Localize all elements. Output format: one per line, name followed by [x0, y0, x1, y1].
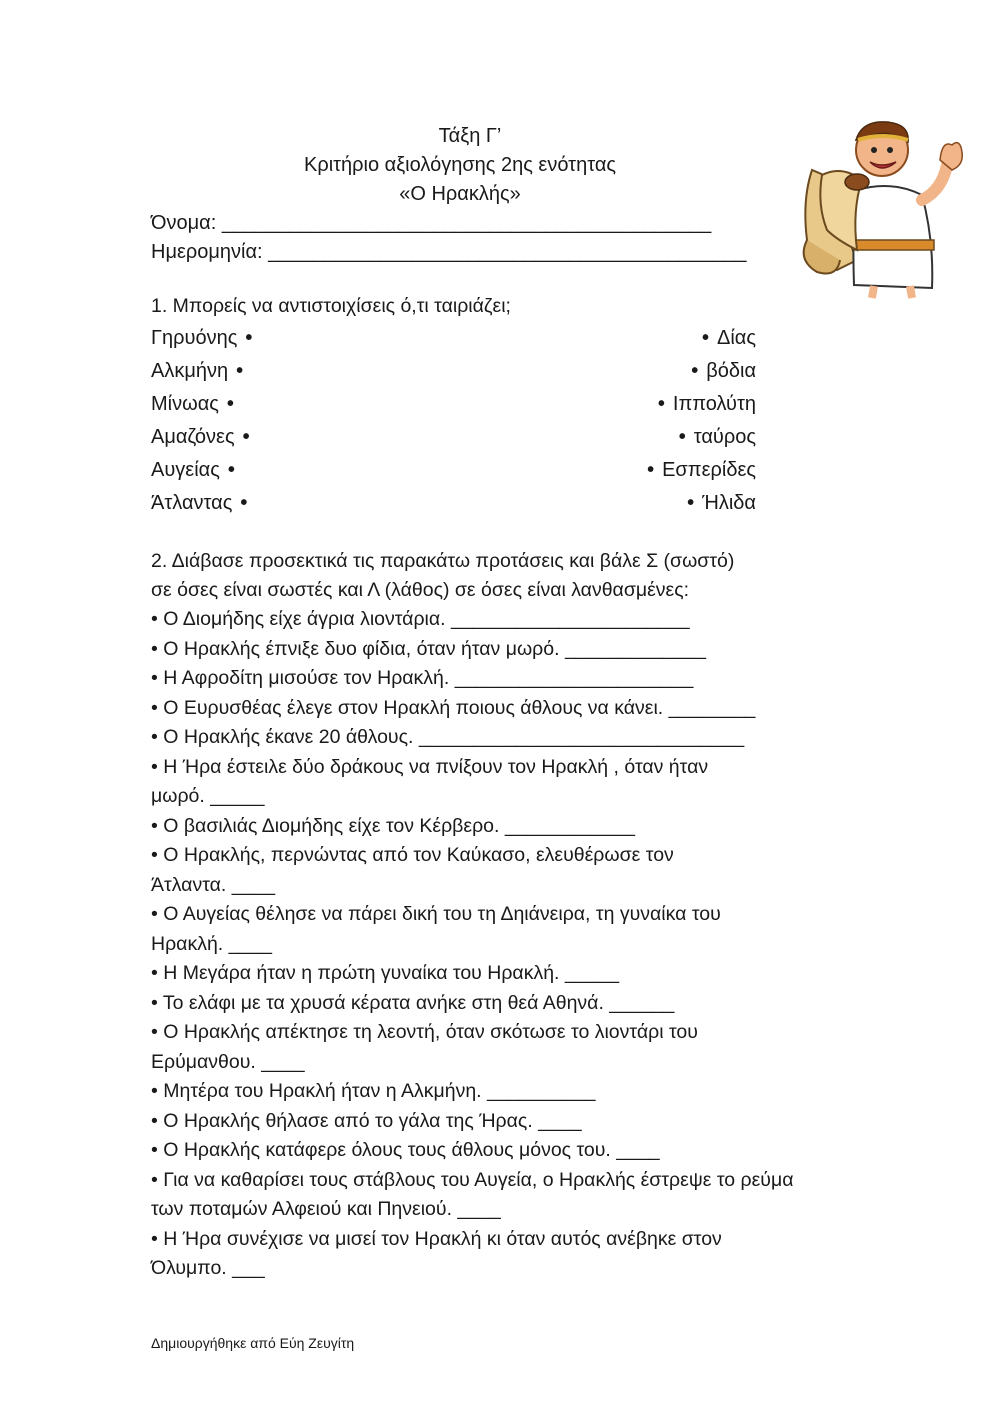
match-right-label: Δίας — [716, 327, 756, 349]
statement-line[interactable]: • Ο Ηρακλής κατάφερε όλους τους άθλους μόνος του. ____ — [151, 1139, 660, 1161]
match-left-label: Αμαζόνες — [151, 426, 235, 448]
match-right-item[interactable] — [647, 459, 756, 482]
match-left-label: Αυγείας — [151, 459, 220, 481]
match-right-label: Ήλιδα — [702, 492, 756, 514]
match-right-item[interactable] — [658, 393, 756, 416]
statement-line[interactable]: • Η Ήρα έστειλε δύο δράκους να πνίξουν τον Ηρακλή , όταν ήταν — [151, 755, 709, 778]
statement-line[interactable]: • Ο Ηρακλής θήλασε από το γάλα της Ήρας. ____ — [151, 1109, 582, 1132]
date-blank[interactable]: ___________________________________________ — [268, 241, 747, 263]
exercise2-instruction-line2: σε όσες είναι σωστές και Λ (λάθος) σε όσες είναι λανθασμένες: — [151, 579, 690, 601]
statement-line[interactable]: • Ο Ηρακλής, περνώντας από τον Καύκασο, ελευθέρωσε τον — [151, 844, 674, 866]
match-left-label: Γηρυόνης — [151, 327, 238, 349]
match-left-item[interactable] — [151, 393, 234, 416]
statement-line[interactable]: Ερύμανθου. ____ — [151, 1050, 305, 1073]
statement-line[interactable]: • Ο Ηρακλής απέκτησε τη λεοντή, όταν σκότωσε το λιοντάρι του — [151, 1021, 698, 1043]
statement-line[interactable]: Άτλαντα. ____ — [151, 873, 276, 896]
match-dot[interactable]: • — [647, 459, 655, 481]
match-dot[interactable]: • — [227, 459, 235, 481]
statement-line[interactable]: • Ο Ηρακλής έκανε 20 άθλους. ______________________________ — [151, 726, 745, 748]
match-right-label: Ιππολύτη — [672, 393, 756, 415]
match-left-item[interactable] — [151, 492, 247, 515]
date-label: Ημερομηνία: — [151, 241, 269, 263]
match-dot[interactable]: • — [687, 492, 695, 514]
exercise2-instruction-line1: 2. Διάβασε προσεκτικά τις παρακάτω προτάσεις και βάλε Σ (σωστό) — [151, 550, 735, 572]
name-field[interactable] — [151, 209, 711, 237]
assessment-title: Κριτήριο αξιολόγησης 2ης ενότητας — [303, 154, 617, 176]
match-left-item[interactable] — [151, 360, 243, 383]
match-dot[interactable]: • — [657, 393, 665, 415]
footer-credit: Δημιουργήθηκε από Εύη Ζευγίτη — [151, 1335, 355, 1351]
match-dot[interactable]: • — [240, 492, 248, 514]
match-dot[interactable]: • — [242, 426, 250, 448]
match-right-item[interactable] — [691, 360, 756, 383]
statement-line[interactable]: μωρό. _____ — [151, 785, 265, 807]
match-right-item[interactable] — [702, 327, 756, 350]
statement-line[interactable]: • Για να καθαρίσει τους στάβλους του Αυγεία, ο Ηρακλής έστρεψε το ρεύμα — [151, 1168, 794, 1191]
match-left-label: Άτλαντας — [151, 492, 233, 514]
statement-line[interactable]: • Η Ήρα συνέχισε να μισεί τον Ηρακλή κι όταν αυτός ανέβηκε στον — [151, 1227, 722, 1250]
statement-line[interactable]: • Η Αφροδίτη μισούσε τον Ηρακλή. ______________________ — [151, 667, 694, 689]
match-dot[interactable]: • — [701, 327, 709, 349]
statement-line[interactable]: • Η Μεγάρα ήταν η πρώτη γυναίκα του Ηρακλή. _____ — [151, 962, 620, 984]
match-right-label: ταύρος — [693, 426, 756, 448]
match-dot[interactable]: • — [691, 360, 699, 382]
match-left-item[interactable] — [151, 426, 250, 449]
statement-line[interactable]: • Ο Αυγείας θέλησε να πάρει δική του τη Δηιάνειρα, τη γυναίκα του — [151, 903, 721, 925]
statement-line[interactable]: • Ο Ευρυσθέας έλεγε στον Ηρακλή ποιους άθλους να κάνει. ________ — [151, 696, 756, 719]
statement-line[interactable]: • Ο Διομήδης είχε άγρια λιοντάρια. ______________________ — [151, 608, 690, 630]
name-label: Όνομα: — [151, 212, 222, 234]
date-field[interactable] — [151, 238, 746, 266]
class-title: Τάξη Γ’ — [438, 125, 502, 147]
exercise1-instruction: 1. Μπορείς να αντιστοιχίσεις ό,τι ταιριάζει; — [151, 295, 511, 317]
statement-line[interactable]: • Το ελάφι με τα χρυσά κέρατα ανήκε στη θεά Αθηνά. ______ — [151, 991, 675, 1014]
match-left-label: Αλκμήνη — [151, 360, 229, 382]
statement-line[interactable]: • Ο βασιλιάς Διομήδης είχε τον Κέρβερο. ____________ — [151, 814, 636, 837]
match-right-label: Εσπερίδες — [662, 459, 756, 481]
match-left-label: Μίνωας — [151, 393, 219, 415]
name-blank[interactable]: ____________________________________________ — [221, 212, 712, 234]
match-right-label: βόδια — [706, 360, 756, 382]
match-dot[interactable]: • — [245, 327, 253, 349]
match-right-item[interactable] — [679, 426, 756, 449]
match-left-item[interactable] — [151, 459, 235, 482]
match-dot[interactable]: • — [226, 393, 234, 415]
match-left-item[interactable] — [151, 327, 252, 350]
hercules-scroll-icon — [782, 110, 972, 300]
match-dot[interactable]: • — [236, 360, 244, 382]
statement-line[interactable]: • Ο Ηρακλής έπνιξε δυο φίδια, όταν ήταν μωρό. _____________ — [151, 637, 706, 660]
statement-line[interactable]: των ποταμών Αλφειού και Πηνειού. ____ — [151, 1198, 501, 1220]
statement-line[interactable]: • Μητέρα του Ηρακλή ήταν η Αλκμήνη. __________ — [151, 1080, 596, 1102]
match-right-item[interactable] — [687, 492, 756, 515]
match-dot[interactable]: • — [678, 426, 686, 448]
statement-line[interactable]: Ηρακλή. ____ — [151, 932, 273, 955]
statement-line[interactable]: Όλυμπο. ___ — [151, 1257, 265, 1279]
unit-title: «Ο Ηρακλής» — [399, 183, 521, 205]
